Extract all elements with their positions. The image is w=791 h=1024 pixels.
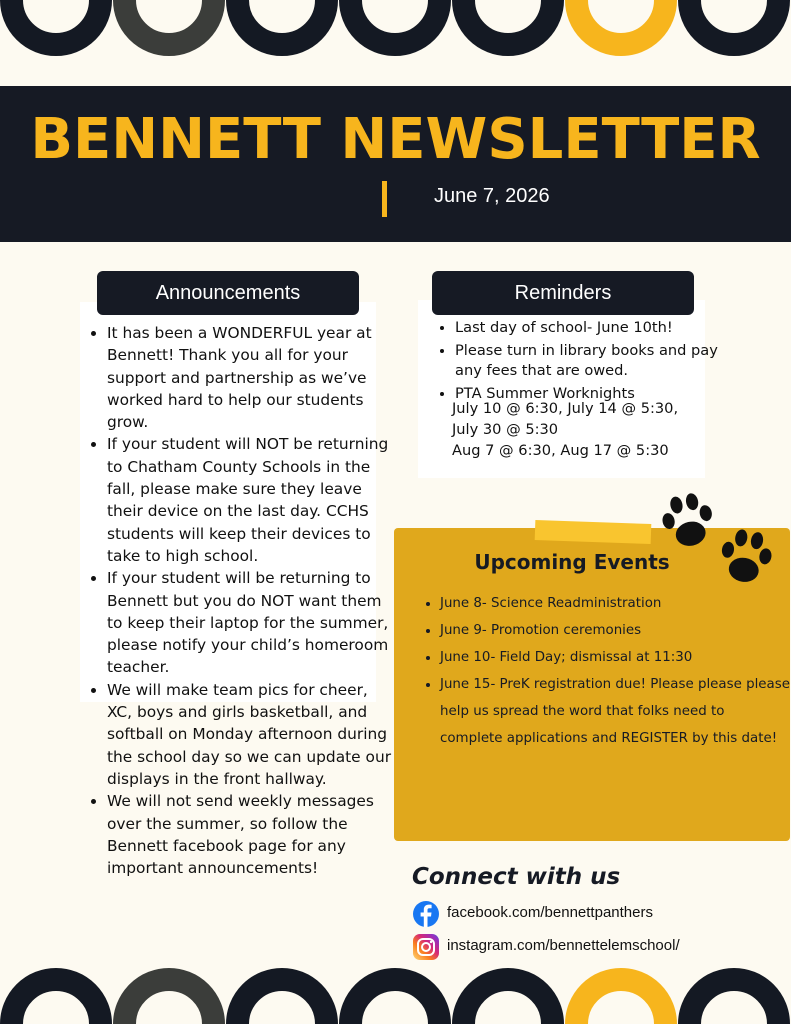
ring-decoration (452, 968, 564, 1024)
ring-decoration (113, 968, 225, 1024)
ring-decoration (113, 0, 225, 56)
ring-decoration (339, 968, 451, 1024)
ring-decoration (678, 968, 790, 1024)
connect-heading: Connect with us (412, 864, 621, 890)
list-item: • It has been a WONDERFUL year at Bennett! Thank you all for your support and partnership as we’ve worked hard to help our students grow. (107, 322, 397, 433)
list-item: • We will not send weekly messages over the summer, so follow the Bennett facebook page for any important announcements! (107, 790, 397, 879)
upcoming-events-heading: Upcoming Events (474, 550, 670, 574)
ring-decoration (565, 968, 677, 1024)
worknight-dates: July 10 @ 6:30, July 14 @ 5:30, (452, 400, 679, 417)
instagram-icon (412, 933, 440, 961)
list-item: • Last day of school- June 10th! (455, 318, 725, 339)
instagram-url[interactable]: instagram.com/bennettelemschool/ (447, 937, 680, 954)
paw-print-icon (660, 490, 716, 552)
bottom-ring-border (0, 964, 791, 1024)
list-item: • June 8- Science Readministration (440, 590, 790, 617)
ring-decoration (226, 0, 338, 56)
list-item: • If your student will NOT be returning to Chatham County Schools in the fall, please make sure they leave their device on the last day. CCHS students will keep their devices to take to high school. (107, 433, 397, 567)
ring-decoration (0, 0, 112, 56)
facebook-url[interactable]: facebook.com/bennettpanthers (447, 904, 653, 921)
list-item: • Please turn in library books and pay any fees that are owed. (455, 341, 725, 382)
announcements-list (86, 322, 397, 879)
announcements-heading: Announcements (97, 271, 359, 315)
facebook-icon (412, 900, 440, 928)
date-accent-bar (382, 181, 387, 217)
list-item: • If your student will be returning to Bennett but you do NOT want them to keep their laptop for the summer, please notify your child’s homeroom teacher. (107, 567, 397, 678)
list-item: • June 10- Field Day; dismissal at 11:30 (440, 644, 790, 671)
list-item: • June 9- Promotion ceremonies (440, 617, 790, 644)
reminders-heading: Reminders (432, 271, 694, 315)
ring-decoration (339, 0, 451, 56)
newsletter-title: BENNETT NEWSLETTER (30, 107, 761, 172)
ring-decoration (226, 968, 338, 1024)
ring-decoration (0, 968, 112, 1024)
tape-decoration (535, 520, 652, 544)
list-item: • June 15- PreK registration due! Please please please help us spread the word that folks need to complete applications and REGISTER by this date! (440, 671, 790, 752)
worknight-dates: Aug 7 @ 6:30, Aug 17 @ 5:30 (452, 442, 669, 459)
ring-decoration (452, 0, 564, 56)
events-list (423, 590, 790, 752)
list-item: • We will make team pics for cheer, XC, boys and girls basketball, and softball on Monday afternoon during the school day so we can update our displays in the front hallway. (107, 679, 397, 790)
reminders-list (436, 318, 725, 406)
ring-decoration (678, 0, 790, 56)
ring-decoration (565, 0, 677, 56)
top-ring-border (0, 0, 791, 60)
list-item: • PTA Summer Worknights (455, 384, 725, 405)
newsletter-date: June 7, 2026 (434, 185, 550, 207)
worknight-dates: July 30 @ 5:30 (452, 421, 559, 438)
